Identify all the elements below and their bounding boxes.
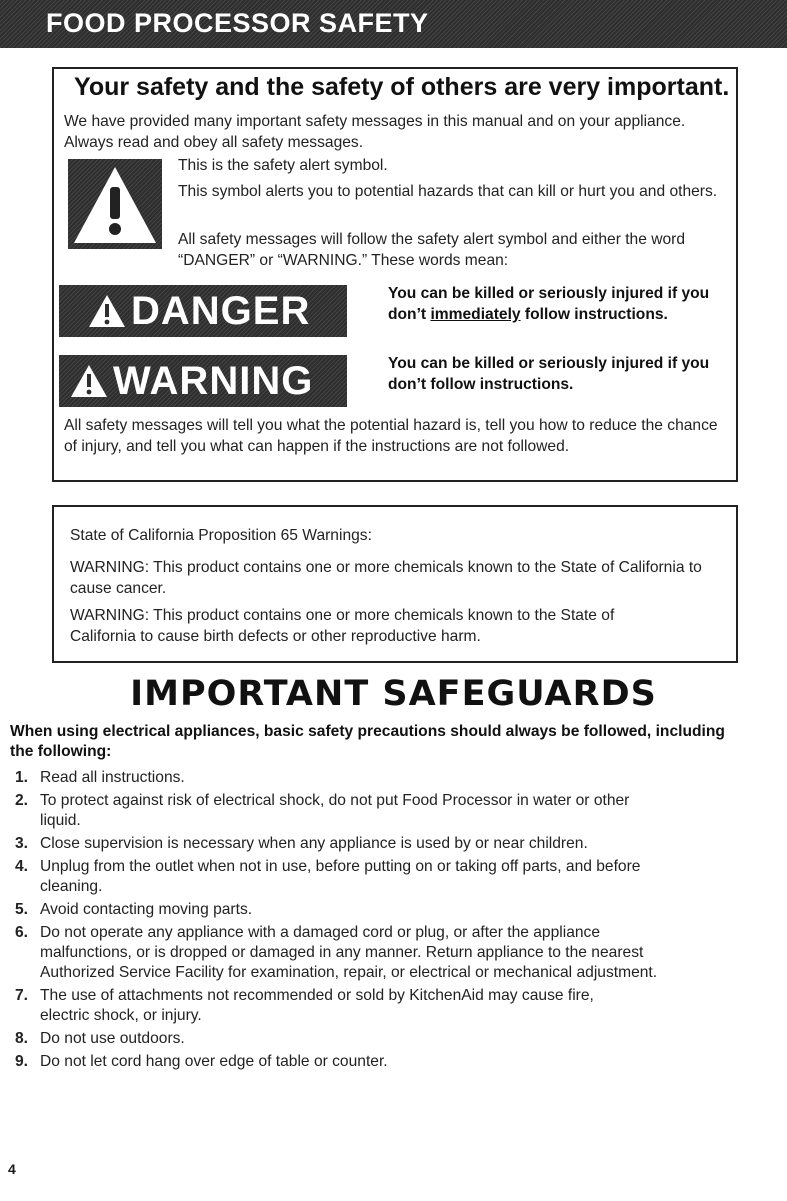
symbol-description-2: This symbol alerts you to potential hazards that can kill or hurt you and others. (178, 183, 718, 200)
warning-label-bar (59, 355, 347, 407)
safeguards-list (15, 768, 755, 1075)
list-item: 5. Avoid contacting moving parts. (15, 901, 253, 918)
prop65-warning-box (52, 505, 738, 663)
safety-box-footer: All safety messages will tell you what the potential hazard is, tell you how to reduce the chance of injury, and tell you what can happen if the instructions are not followed. (64, 417, 718, 455)
warning-label: WARNING (113, 358, 314, 403)
safety-alert-symbol-icon (68, 159, 162, 249)
list-item: 1. Read all instructions. (15, 769, 185, 786)
danger-label-bar (59, 285, 347, 337)
important-safeguards-heading: IMPORTANT SAFEGUARDS (130, 674, 657, 714)
safety-box-title: Your safety and the safety of others are very important. (74, 73, 730, 101)
page-number: 4 (8, 1161, 16, 1177)
danger-alert-icon (87, 293, 127, 329)
prop65-heading: State of California Proposition 65 Warnings: (70, 527, 372, 544)
warning-alert-icon (69, 363, 109, 399)
list-item: 3. Close supervision is necessary when any appliance is used by or near children. (15, 835, 588, 852)
warning-description: You can be killed or seriously injured if you don’t follow instructions. (388, 355, 710, 393)
symbol-description-3: All safety messages will follow the safety alert symbol and either the word “DANGER” or “WARNING.” These words mean: (178, 231, 686, 269)
section-title: FOOD PROCESSOR SAFETY (46, 8, 429, 38)
section-banner (0, 0, 787, 48)
prop65-cancer-warning: WARNING: This product contains one or more chemicals known to the State of California to cause cancer. (70, 559, 702, 597)
safeguards-lead: When using electrical appliances, basic safety precautions should always be followed, including the following: (10, 723, 725, 760)
list-item: 6. Do not operate any appliance with a damaged cord or plug, or after the appliance malfunctions, or is dropped or damaged in any manner. Return appliance to the nearest Authorized Service Facility for examination, repair, or electrical or mechanical adjustment. (15, 924, 658, 981)
safety-intro: We have provided many important safety messages in this manual and on your appliance. Always read and obey all safety messages. (64, 113, 686, 151)
prop65-birth-defects-warning: WARNING: This product contains one or more chemicals known to the State of California to cause birth defects or other reproductive harm. (70, 607, 615, 645)
list-item: 8. Do not use outdoors. (15, 1030, 185, 1047)
list-item: 7. The use of attachments not recommended or sold by KitchenAid may cause fire, electric shock, or injury. (15, 987, 594, 1024)
danger-description: You can be killed or seriously injured if you don’t immediately follow instructions. (388, 285, 710, 323)
danger-label: DANGER (131, 288, 311, 333)
symbol-description-1: This is the safety alert symbol. (178, 157, 388, 174)
list-item: 2. To protect against risk of electrical shock, do not put Food Processor in water or other liquid. (15, 792, 630, 829)
list-item: 4. Unplug from the outlet when not in use, before putting on or taking off parts, and before cleaning. (15, 858, 641, 895)
safety-notice-box (52, 67, 738, 482)
list-item: 9. Do not let cord hang over edge of table or counter. (15, 1053, 388, 1070)
